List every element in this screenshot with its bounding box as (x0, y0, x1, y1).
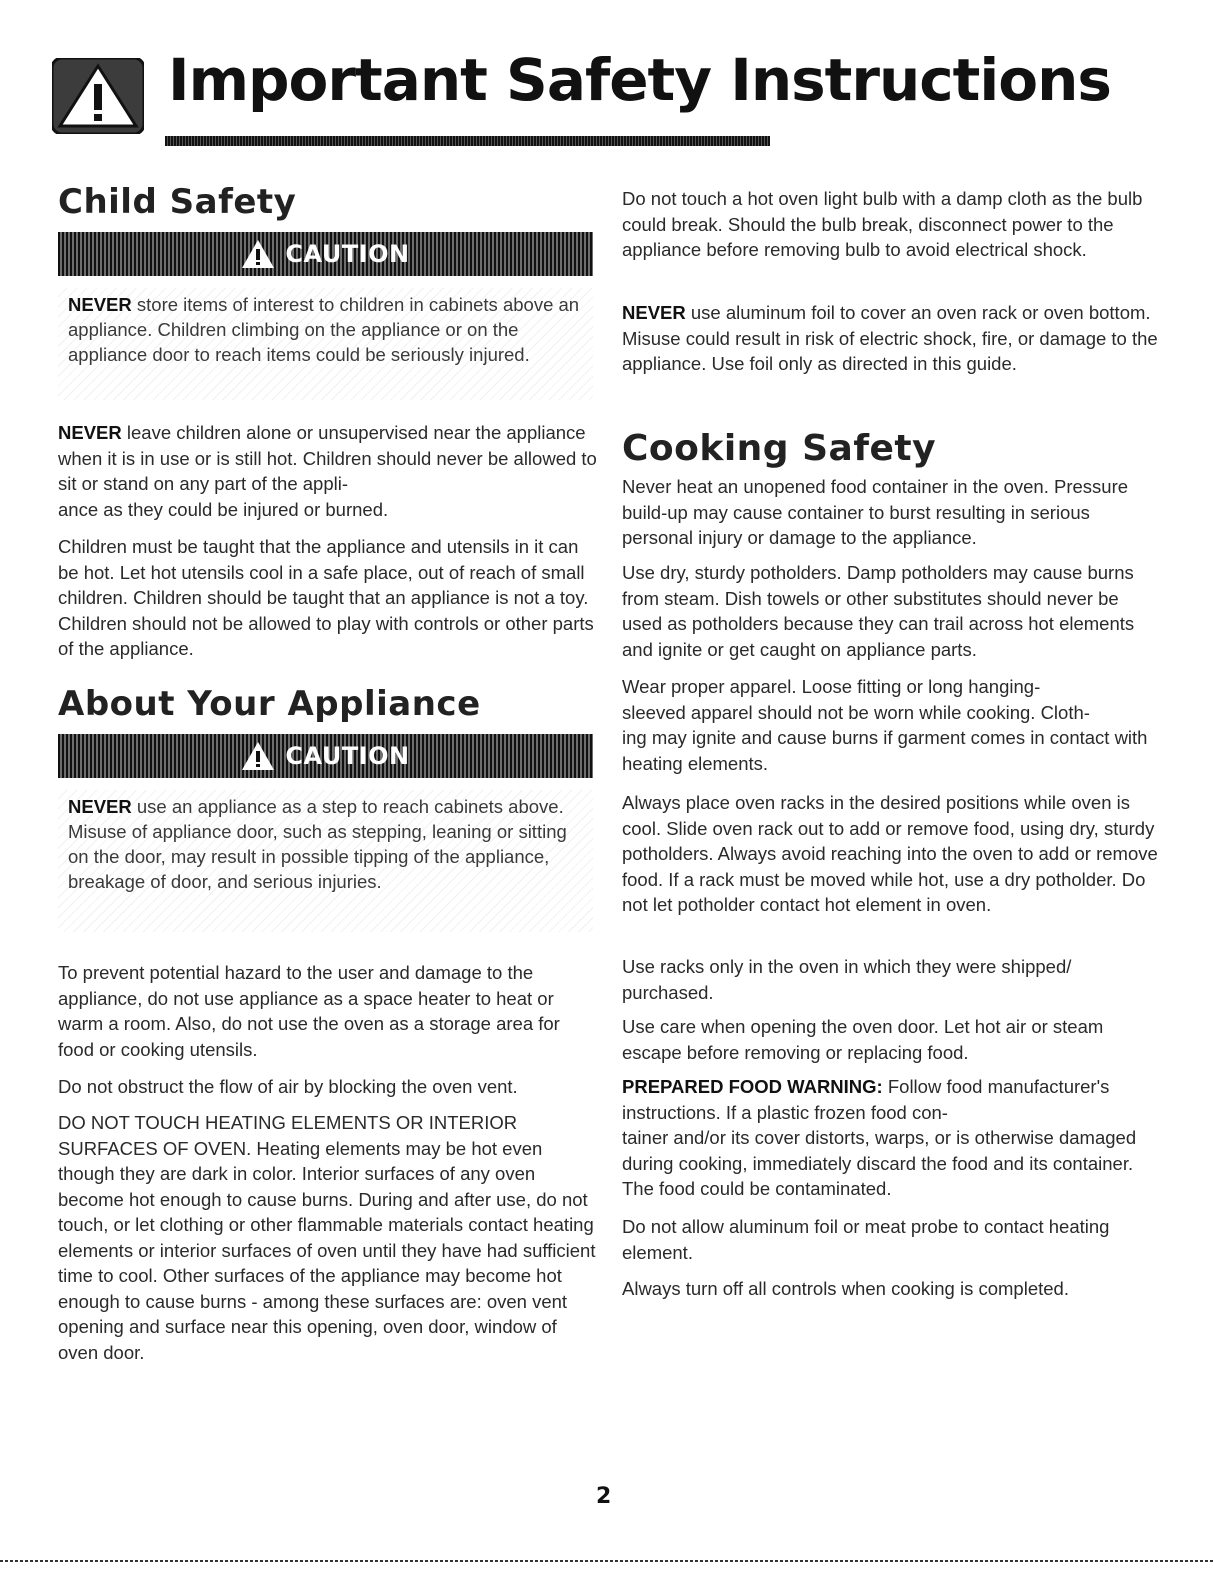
caution-label: CAUTION (285, 742, 410, 770)
never-keyword: NEVER (622, 302, 686, 323)
caution-text: store items of interest to children in cabinets above an appliance. Children climbing on the appliance or on the appliance door to reach items could be seriously injured. (68, 294, 580, 365)
never-keyword: NEVER (58, 422, 122, 443)
about-appliance-heading: About Your Appliance (58, 684, 481, 724)
about-paragraph-1: To prevent potential hazard to the user and damage to the appliance, do not use appliance as a space heater to heat or warm a room. Also, do not use the oven as a storage area for food or cooking utensils. (58, 962, 560, 1060)
about-paragraph-3: DO NOT TOUCH HEATING ELEMENTS OR INTERIOR SURFACES OF OVEN. Heating elements may be hot even though they are dark in color. Interior surfaces of any oven become hot enough to cause burns. During and after use, do not touch, or let clothing or other flammable materials contact heating elements or interior surfaces of oven until they have had sufficient time to cool. Other surfaces of the appliance may become hot enough to cause burns - among these surfaces are: oven vent opening and surface near this opening, oven door, window of oven door. (58, 1112, 596, 1363)
cooking-paragraph-2: Use dry, sturdy potholders. Damp potholders may cause burns from steam. Dish towels or other substitutes should never be used as potholders because they can trail across hot elements and ignite or get caught on appliance parts. (622, 562, 1135, 660)
foil-paragraph (622, 300, 1162, 377)
cooking-paragraph-6: Use care when opening the oven door. Let hot air or steam escape before removing or replacing food. (622, 1016, 1104, 1063)
caution-icon (241, 741, 275, 771)
cooking-paragraph-5: Use racks only in the oven in which they were shipped/ purchased. (622, 956, 1072, 1003)
cooking-paragraph-4: Always place oven racks in the desired positions while oven is cool. Slide oven rack out to add or remove food, using dry, sturdy potholders. Always avoid reaching into the oven to add or remove food. If a rack must be moved while hot, use a dry potholder. Do not let potholder contact hot element in oven. (622, 792, 1158, 915)
bottom-rule (0, 1560, 1213, 1562)
title-underline (165, 136, 770, 146)
warning-keyword: PREPARED FOOD WARNING: (622, 1076, 883, 1097)
paragraph-text: Follow food manufacturer's instructions. If a plastic frozen food con- tainer and/or its cover distorts, warps, or is otherwise damaged during cooking, immediately discard the food and its container. The food could be contaminated. (622, 1076, 1137, 1199)
cooking-paragraph-9: Always turn off all controls when cooking is completed. (622, 1278, 1069, 1299)
page-number: 2 (596, 1484, 612, 1509)
paragraph-text: leave children alone or unsupervised near the appliance when it is in use or is still hot. Children should never be allowed to sit or stand on any part of the appli- ance as they could be injured or burned. (58, 422, 597, 520)
cooking-safety-heading: Cooking Safety (622, 428, 937, 469)
cooking-paragraph-1: Never heat an unopened food container in the oven. Pressure build-up may cause container to burst resulting in serious personal injury or damage to the appliance. (622, 476, 1129, 548)
caution-banner-child (58, 232, 593, 276)
child-paragraph-2: Children must be taught that the appliance and utensils in it can be hot. Let hot utensils cool in a safe place, out of reach of small children. Children should be taught that an appliance is not a toy. Children should not be allowed to play with controls or other parts of the appliance. (58, 536, 594, 659)
about-paragraph-2: Do not obstruct the flow of air by blocking the oven vent. (58, 1076, 518, 1097)
cooking-paragraph-3: Wear proper apparel. Loose fitting or long hanging- sleeved apparel should not be worn while cooking. Cloth- ing may ignite and cause burns if garment comes in contact with heating elements. (622, 676, 1148, 774)
caution-label: CAUTION (285, 240, 410, 268)
child-paragraph-1 (58, 420, 598, 522)
caution-icon (241, 239, 275, 269)
caution-banner-about (58, 734, 593, 778)
page-title: Important Safety Instructions (168, 46, 1111, 114)
never-keyword: NEVER (68, 796, 132, 817)
cooking-paragraph-8: Do not allow aluminum foil or meat probe to contact heating element. (622, 1216, 1110, 1263)
bulb-paragraph: Do not touch a hot oven light bulb with a damp cloth as the bulb could break. Should the bulb break, disconnect power to the appliance before removing bulb to avoid electrical shock. (622, 188, 1143, 260)
caution-box-about (58, 790, 593, 932)
paragraph-text: use aluminum foil to cover an oven rack or oven bottom. Misuse could result in risk of electric shock, fire, or damage to the appliance. Use foil only as directed in this guide. (622, 302, 1158, 374)
caution-box-child (58, 288, 593, 400)
warning-triangle-icon (52, 58, 144, 134)
cooking-paragraph-7 (622, 1074, 1162, 1202)
caution-text: use an appliance as a step to reach cabinets above. Misuse of appliance door, such as stepping, leaning or sitting on the door, may result in possible tipping of the appliance, breakage of door, and serious injuries. (68, 796, 567, 892)
never-keyword: NEVER (68, 294, 132, 315)
child-safety-heading: Child Safety (58, 182, 297, 222)
